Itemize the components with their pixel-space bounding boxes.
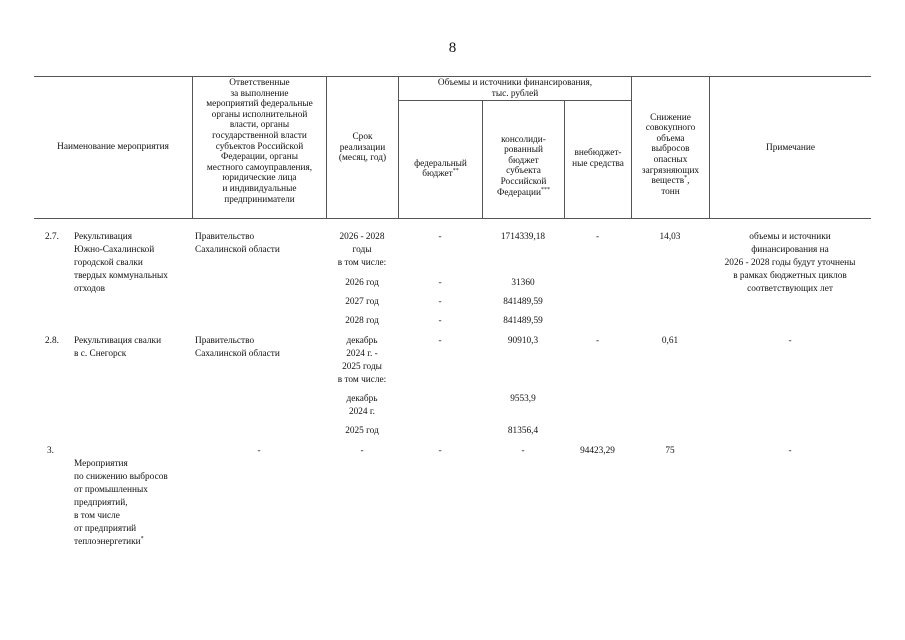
row-2-8-responsible: Правительство Сахалинской области xyxy=(195,336,280,359)
row-2-7-sub-1-regional: 31360 xyxy=(511,278,535,288)
row-2-7-federal: - xyxy=(438,232,442,242)
table-top-border xyxy=(34,76,871,77)
row-2-7-reduction: 14,03 xyxy=(659,232,681,242)
header-reduction xyxy=(632,102,709,197)
row-2-7-sub-3-term: 2028 год xyxy=(345,316,379,326)
row-3-reduction: 75 xyxy=(665,446,675,456)
header-reduction-footnote: * xyxy=(684,175,688,182)
row-2-8-regional: 90910,3 xyxy=(507,336,539,346)
row-2-8-sub-2-regional: 81356,4 xyxy=(507,426,539,436)
row-3-term: - xyxy=(360,446,364,456)
row-3-name-text: Мероприятия по снижению выбросов от промышленных предприятий, в том числе от предприятий теплоэнергетики xyxy=(74,459,168,547)
row-2-7-sub-3-federal: - xyxy=(438,316,442,326)
header-federal-label: федеральный бюджет xyxy=(414,158,467,180)
header-responsible: Ответственные за выполнение мероприятий федеральные органы исполнительной власти, органы государственной власти субъектов Российской Федерации, органы местного самоуправления, юридические лица и индивидуальные предприниматели xyxy=(206,78,313,205)
row-2-7-name: Рекультивация Южно-Сахалинской городской свалки твердых коммунальных отходов xyxy=(74,232,168,294)
header-regional-footnote: *** xyxy=(540,186,550,193)
row-2-7-sub-1-federal: - xyxy=(438,278,442,288)
row-2-8-term: декабрь 2024 г. - 2025 годы в том числе: xyxy=(337,336,387,385)
header-reduction-label: Снижение совокупного объема выбросов опасных загрязняющих веществ xyxy=(641,112,700,187)
row-2-7-sub-3-regional: 841489,59 xyxy=(503,316,543,326)
row-2-8-note: - xyxy=(788,336,792,346)
header-federal xyxy=(399,148,482,180)
row-2-7-term: 2026 - 2028 годы в том числе: xyxy=(337,232,387,268)
header-note: Примечание xyxy=(766,143,815,153)
row-2-7-regional: 1714339,18 xyxy=(500,232,546,242)
row-2-8-sub-1-regional: 9553,9 xyxy=(510,394,536,404)
header-reduction-unit: , тонн xyxy=(661,176,690,197)
header-federal-footnote: ** xyxy=(452,168,459,175)
row-3-responsible: - xyxy=(257,446,261,456)
header-financing-group: Объемы и источники финансирования, тыс. рублей xyxy=(437,78,593,99)
row-3-federal: - xyxy=(438,446,442,456)
row-2-8-federal: - xyxy=(438,336,442,346)
row-3-name-footnote: * xyxy=(140,535,144,542)
row-2-8-sub-2-term: 2025 год xyxy=(345,426,379,436)
header-regional-label: консолиди- рованный бюджет субъекта Российской Федерации xyxy=(497,134,547,198)
row-3-name xyxy=(74,445,194,549)
row-2-8-number: 2.8. xyxy=(45,336,59,346)
row-3-regional: - xyxy=(521,446,525,456)
header-name: Наименование мероприятия xyxy=(57,142,169,152)
row-2-7-sub-2-regional: 841489,59 xyxy=(503,297,543,307)
page-number: 8 xyxy=(448,40,457,56)
row-2-7-sub-2-federal: - xyxy=(438,297,442,307)
row-2-7-number: 2.7. xyxy=(45,232,59,242)
row-3-number: 3. xyxy=(47,446,54,456)
table-header-bottom-border xyxy=(34,218,871,219)
row-2-7-offbudget: - xyxy=(595,232,600,242)
header-regional xyxy=(483,124,564,198)
financing-group-divider xyxy=(398,100,631,101)
row-2-7-sub-1-term: 2026 год xyxy=(345,278,379,288)
row-3-offbudget: 94423,29 xyxy=(580,446,615,456)
row-2-8-sub-1-term: декабрь 2024 г. xyxy=(346,394,378,417)
row-3-note: - xyxy=(788,446,792,456)
row-2-7-responsible: Правительство Сахалинской области xyxy=(195,232,280,255)
row-2-7-note: объемы и источники финансирования на 2026 - 2028 годы будут уточнены в рамках бюджетных циклов соответствующих лет xyxy=(724,232,856,294)
header-offbudget: внебюджет- ные средства xyxy=(572,148,624,169)
row-2-8-reduction: 0,61 xyxy=(661,336,679,346)
row-2-7-sub-2-term: 2027 год xyxy=(345,297,379,307)
row-2-8-name: Рекультивация свалки в с. Снегорск xyxy=(74,336,162,359)
row-2-8-offbudget: - xyxy=(595,336,600,346)
header-term: Срок реализации (месяц, год) xyxy=(338,132,387,164)
